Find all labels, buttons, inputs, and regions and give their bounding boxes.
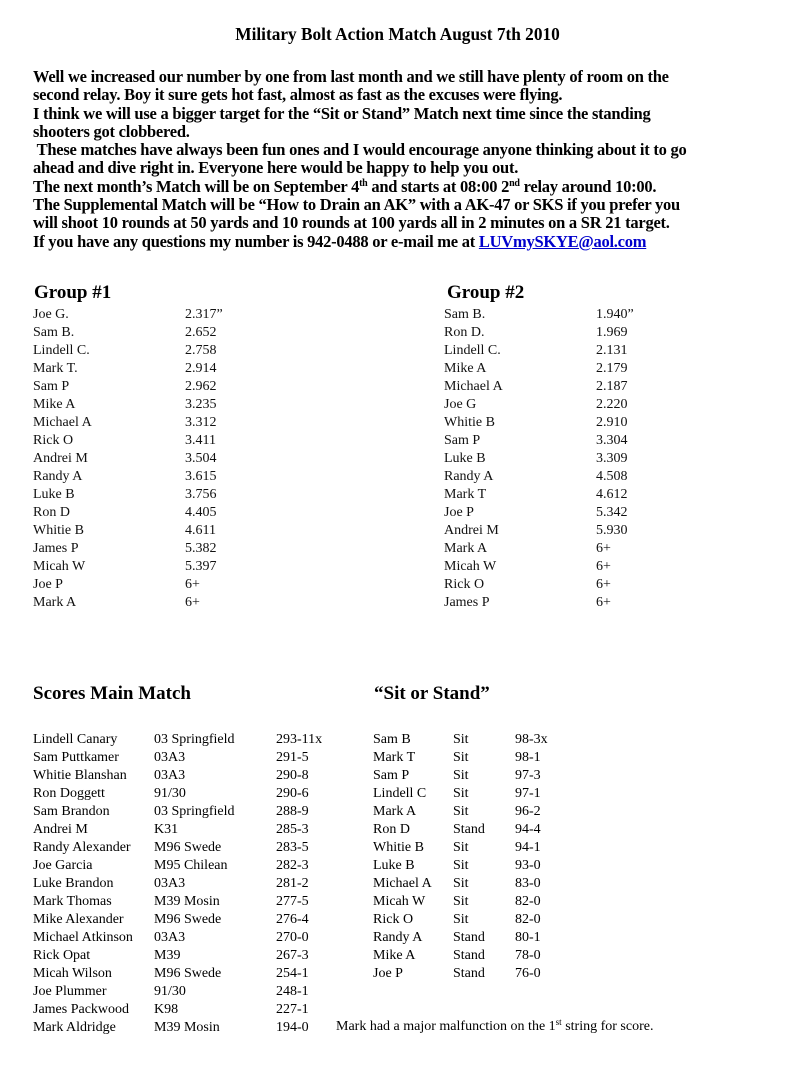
cell-score: 227-1 bbox=[276, 1002, 309, 1017]
group2-title: Group #2 bbox=[447, 282, 525, 303]
cell-score: 98-1 bbox=[515, 750, 541, 765]
cell-name: Joe P bbox=[444, 505, 474, 520]
cell-value: 5.930 bbox=[596, 523, 628, 538]
cell-rifle: 03A3 bbox=[154, 768, 186, 783]
table-row bbox=[373, 785, 575, 803]
superscript: th bbox=[359, 177, 368, 189]
intro-line: will shoot 10 rounds at 50 yards and 10 rounds at 100 yards all in 2 minutes on a SR 21 target. bbox=[33, 213, 670, 233]
cell-name: Sam P bbox=[33, 379, 70, 394]
cell-name: Micah W bbox=[33, 559, 86, 574]
table-row bbox=[444, 540, 634, 558]
cell-name: James P bbox=[444, 595, 490, 610]
cell-name: Michael A bbox=[444, 379, 503, 394]
table-row bbox=[444, 378, 634, 396]
sit-or-stand-table bbox=[373, 731, 575, 983]
table-row bbox=[444, 486, 634, 504]
table-row bbox=[33, 839, 336, 857]
cell-score: 94-1 bbox=[515, 840, 541, 855]
table-row bbox=[33, 749, 336, 767]
cell-score: 82-0 bbox=[515, 912, 541, 927]
table-row bbox=[33, 1001, 336, 1019]
table-row bbox=[33, 911, 336, 929]
cell-name: Whitie B bbox=[33, 523, 84, 538]
cell-score: 194-0 bbox=[276, 1020, 309, 1035]
cell-value: 3.235 bbox=[185, 397, 217, 412]
cell-name: Whitie B bbox=[444, 415, 495, 430]
cell-name: Mike A bbox=[373, 948, 416, 963]
cell-name: Sam Brandon bbox=[33, 804, 110, 819]
table-row bbox=[444, 450, 634, 468]
table-row bbox=[444, 324, 634, 342]
cell-name: Ron D bbox=[33, 505, 70, 520]
table-row bbox=[33, 731, 336, 749]
cell-name: Randy Alexander bbox=[33, 840, 131, 855]
group2-table bbox=[444, 306, 634, 612]
cell-name: Randy A bbox=[33, 469, 83, 484]
cell-rifle: 03 Springfield bbox=[154, 804, 235, 819]
cell-rifle: K31 bbox=[154, 822, 179, 837]
cell-name: Joe Garcia bbox=[33, 858, 93, 873]
cell-score: 76-0 bbox=[515, 966, 541, 981]
table-row bbox=[33, 594, 223, 612]
cell-value: 6+ bbox=[596, 541, 611, 556]
cell-rifle: 03A3 bbox=[154, 750, 186, 765]
cell-score: 248-1 bbox=[276, 984, 309, 999]
cell-score: 97-3 bbox=[515, 768, 541, 783]
cell-value: 2.179 bbox=[596, 361, 628, 376]
table-row bbox=[33, 576, 223, 594]
table-row bbox=[33, 306, 223, 324]
cell-score: 80-1 bbox=[515, 930, 541, 945]
table-row bbox=[33, 360, 223, 378]
cell-name: Michael Atkinson bbox=[33, 930, 133, 945]
intro-line: These matches have always been fun ones and I would encourage anyone thinking about it to go bbox=[33, 140, 687, 160]
cell-position: Sit bbox=[453, 894, 469, 909]
cell-score: 83-0 bbox=[515, 876, 541, 891]
cell-value: 2.914 bbox=[185, 361, 217, 376]
cell-name: Sam P bbox=[444, 433, 481, 448]
cell-rifle: M39 Mosin bbox=[154, 1020, 220, 1035]
cell-score: 82-0 bbox=[515, 894, 541, 909]
cell-name: Whitie B bbox=[373, 840, 424, 855]
cell-name: Mark Thomas bbox=[33, 894, 112, 909]
cell-name: James Packwood bbox=[33, 1002, 130, 1017]
table-row bbox=[33, 785, 336, 803]
intro-line: ahead and dive right in. Everyone here would be happy to help you out. bbox=[33, 158, 519, 178]
cell-score: 293-11x bbox=[276, 732, 323, 747]
cell-name: Michael A bbox=[373, 876, 432, 891]
table-row bbox=[373, 857, 575, 875]
table-row bbox=[373, 875, 575, 893]
cell-position: Sit bbox=[453, 876, 469, 891]
cell-value: 3.756 bbox=[185, 487, 217, 502]
cell-name: Joe Plummer bbox=[33, 984, 107, 999]
cell-score: 291-5 bbox=[276, 750, 309, 765]
cell-rifle: M96 Swede bbox=[154, 840, 222, 855]
table-row bbox=[33, 324, 223, 342]
cell-value: 3.411 bbox=[185, 433, 216, 448]
intro-line: Well we increased our number by one from last month and we still have plenty of room on the bbox=[33, 67, 669, 86]
cell-name: Michael A bbox=[33, 415, 92, 430]
table-row bbox=[373, 947, 575, 965]
table-row bbox=[33, 540, 223, 558]
cell-name: Mark A bbox=[373, 804, 417, 819]
cell-name: Sam P bbox=[373, 768, 410, 783]
cell-value: 5.397 bbox=[185, 559, 217, 574]
cell-value: 3.304 bbox=[596, 433, 628, 448]
cell-score: 96-2 bbox=[515, 804, 541, 819]
cell-value: 4.405 bbox=[185, 505, 217, 520]
table-row bbox=[33, 947, 336, 965]
table-row bbox=[33, 558, 223, 576]
intro-line: I think we will use a bigger target for the “Sit or Stand” Match next time since the standing bbox=[33, 103, 651, 123]
cell-position: Sit bbox=[453, 750, 469, 765]
cell-score: 93-0 bbox=[515, 858, 541, 873]
text: relay around 10:00. bbox=[519, 176, 657, 196]
cell-value: 5.382 bbox=[185, 541, 217, 556]
group1-title: Group #1 bbox=[34, 282, 112, 303]
cell-name: James P bbox=[33, 541, 79, 556]
cell-score: 254-1 bbox=[276, 966, 309, 981]
main-match-title: Scores Main Match bbox=[33, 683, 191, 704]
intro-line: shooters got clobbered. bbox=[33, 121, 190, 141]
main-match-table bbox=[33, 731, 336, 1037]
cell-name: Mark A bbox=[33, 595, 77, 610]
cell-position: Sit bbox=[453, 732, 469, 747]
table-row bbox=[33, 983, 336, 1001]
table-row bbox=[373, 821, 575, 839]
table-row bbox=[33, 965, 336, 983]
cell-value: 1.969 bbox=[596, 325, 628, 340]
cell-value: 2.758 bbox=[185, 343, 217, 358]
superscript: nd bbox=[509, 177, 520, 189]
cell-value: 6+ bbox=[596, 595, 611, 610]
cell-value: 4.508 bbox=[596, 469, 628, 484]
table-row bbox=[373, 767, 575, 785]
cell-name: Joe G. bbox=[33, 307, 69, 322]
sit-or-stand-title: “Sit or Stand” bbox=[374, 683, 490, 704]
cell-name: Mike Alexander bbox=[33, 912, 124, 927]
cell-name: Whitie Blanshan bbox=[33, 768, 127, 783]
cell-name: Andrei M bbox=[444, 523, 499, 538]
intro-line-next-match bbox=[33, 178, 793, 196]
cell-value: 3.309 bbox=[596, 451, 628, 466]
cell-name: Mark T. bbox=[33, 361, 78, 376]
cell-name: Randy A bbox=[373, 930, 423, 945]
table-row bbox=[33, 342, 223, 360]
email-link[interactable]: LUVmySKYE@aol.com bbox=[478, 231, 647, 251]
intro-text bbox=[33, 68, 793, 251]
table-row bbox=[444, 594, 634, 612]
text: If you have any questions my number is 942-0488 or e-mail me at bbox=[33, 231, 479, 251]
table-row bbox=[33, 929, 336, 947]
cell-name: Micah W bbox=[444, 559, 497, 574]
cell-score: 267-3 bbox=[276, 948, 309, 963]
cell-score: 276-4 bbox=[276, 912, 309, 927]
cell-score: 285-3 bbox=[276, 822, 309, 837]
cell-name: Lindell C. bbox=[33, 343, 90, 358]
table-row bbox=[373, 965, 575, 983]
cell-value: 4.612 bbox=[596, 487, 628, 502]
cell-value: 3.312 bbox=[185, 415, 217, 430]
table-row bbox=[33, 767, 336, 785]
cell-score: 283-5 bbox=[276, 840, 309, 855]
intro-line: second relay. Boy it sure gets hot fast, almost as fast as the excuses were flying. bbox=[33, 85, 563, 105]
cell-rifle: M39 bbox=[154, 948, 181, 963]
table-row bbox=[444, 432, 634, 450]
table-row bbox=[33, 378, 223, 396]
cell-rifle: M39 Mosin bbox=[154, 894, 220, 909]
cell-value: 6+ bbox=[596, 577, 611, 592]
table-row bbox=[33, 803, 336, 821]
cell-rifle: 03A3 bbox=[154, 930, 186, 945]
cell-name: Rick O bbox=[373, 912, 414, 927]
table-row bbox=[444, 306, 634, 324]
cell-name: Ron D bbox=[373, 822, 410, 837]
cell-name: Sam B. bbox=[33, 325, 75, 340]
cell-score: 98-3x bbox=[515, 732, 548, 747]
cell-value: 2.652 bbox=[185, 325, 217, 340]
cell-position: Sit bbox=[453, 768, 469, 783]
cell-score: 78-0 bbox=[515, 948, 541, 963]
cell-name: Mark T bbox=[444, 487, 487, 502]
cell-position: Sit bbox=[453, 912, 469, 927]
cell-value: 2.317” bbox=[185, 307, 223, 322]
cell-position: Stand bbox=[453, 822, 485, 837]
cell-value: 2.910 bbox=[596, 415, 628, 430]
cell-value: 2.131 bbox=[596, 343, 628, 358]
cell-value: 3.615 bbox=[185, 469, 217, 484]
table-row bbox=[33, 414, 223, 432]
cell-position: Sit bbox=[453, 858, 469, 873]
table-row bbox=[33, 468, 223, 486]
cell-position: Sit bbox=[453, 786, 469, 801]
table-row bbox=[33, 522, 223, 540]
cell-name: Lindell C. bbox=[444, 343, 501, 358]
cell-name: Lindell C bbox=[373, 786, 427, 801]
cell-score: 97-1 bbox=[515, 786, 541, 801]
table-row bbox=[444, 504, 634, 522]
cell-score: 290-6 bbox=[276, 786, 309, 801]
cell-position: Sit bbox=[453, 804, 469, 819]
cell-rifle: 03A3 bbox=[154, 876, 186, 891]
cell-rifle: M96 Swede bbox=[154, 912, 222, 927]
text: and starts at 08:00 2 bbox=[367, 176, 510, 196]
cell-value: 2.187 bbox=[596, 379, 628, 394]
table-row bbox=[444, 342, 634, 360]
superscript: st bbox=[555, 1017, 562, 1027]
intro-line: The Supplemental Match will be “How to Drain an AK” with a AK-47 or SKS if you prefer you bbox=[33, 195, 680, 215]
cell-value: 2.962 bbox=[185, 379, 217, 394]
cell-name: Rick Opat bbox=[33, 948, 91, 963]
cell-name: Ron Doggett bbox=[33, 786, 105, 801]
cell-value: 5.342 bbox=[596, 505, 628, 520]
cell-name: Mike A bbox=[33, 397, 76, 412]
cell-value: 6+ bbox=[596, 559, 611, 574]
table-row bbox=[444, 576, 634, 594]
text: string for score. bbox=[561, 1019, 654, 1034]
cell-name: Luke B bbox=[444, 451, 486, 466]
cell-score: 270-0 bbox=[276, 930, 309, 945]
cell-value: 6+ bbox=[185, 595, 200, 610]
cell-name: Joe G bbox=[444, 397, 477, 412]
cell-score: 288-9 bbox=[276, 804, 309, 819]
cell-name: Mark T bbox=[373, 750, 416, 765]
table-row bbox=[373, 911, 575, 929]
table-row bbox=[33, 1019, 336, 1037]
table-row bbox=[33, 432, 223, 450]
table-row bbox=[444, 558, 634, 576]
cell-score: 94-4 bbox=[515, 822, 541, 837]
cell-name: Luke B bbox=[33, 487, 75, 502]
cell-rifle: 91/30 bbox=[154, 786, 186, 801]
cell-value: 1.940” bbox=[596, 307, 634, 322]
table-row bbox=[444, 360, 634, 378]
cell-rifle: M96 Swede bbox=[154, 966, 222, 981]
cell-position: Stand bbox=[453, 930, 485, 945]
cell-position: Stand bbox=[453, 966, 485, 981]
cell-value: 6+ bbox=[185, 577, 200, 592]
group1-table bbox=[33, 306, 223, 612]
table-row bbox=[444, 468, 634, 486]
cell-name: Randy A bbox=[444, 469, 494, 484]
text: Mark had a major malfunction on the 1 bbox=[336, 1019, 556, 1034]
cell-value: 4.611 bbox=[185, 523, 216, 538]
table-row bbox=[33, 486, 223, 504]
cell-rifle: K98 bbox=[154, 1002, 179, 1017]
malfunction-note bbox=[336, 1019, 653, 1035]
cell-name: Mike A bbox=[444, 361, 487, 376]
cell-name: Luke B bbox=[373, 858, 415, 873]
cell-position: Sit bbox=[453, 840, 469, 855]
cell-name: Mark A bbox=[444, 541, 488, 556]
table-row bbox=[373, 839, 575, 857]
cell-score: 282-3 bbox=[276, 858, 309, 873]
table-row bbox=[33, 875, 336, 893]
cell-name: Lindell Canary bbox=[33, 732, 118, 747]
cell-name: Andrei M bbox=[33, 451, 88, 466]
table-row bbox=[33, 821, 336, 839]
cell-value: 2.220 bbox=[596, 397, 628, 412]
cell-name: Sam Puttkamer bbox=[33, 750, 119, 765]
table-row bbox=[373, 893, 575, 911]
cell-name: Joe P bbox=[33, 577, 63, 592]
table-row bbox=[33, 893, 336, 911]
table-row bbox=[33, 450, 223, 468]
cell-name: Luke Brandon bbox=[33, 876, 114, 891]
table-row bbox=[373, 929, 575, 947]
cell-rifle: 91/30 bbox=[154, 984, 186, 999]
table-row bbox=[444, 396, 634, 414]
table-row bbox=[33, 396, 223, 414]
table-row bbox=[33, 504, 223, 522]
cell-name: Rick O bbox=[444, 577, 485, 592]
cell-name: Sam B. bbox=[444, 307, 486, 322]
cell-rifle: M95 Chilean bbox=[154, 858, 228, 873]
cell-value: 3.504 bbox=[185, 451, 217, 466]
cell-name: Joe P bbox=[373, 966, 403, 981]
cell-name: Micah Wilson bbox=[33, 966, 112, 981]
text: The next month’s Match will be on September 4 bbox=[33, 176, 360, 196]
table-row bbox=[373, 749, 575, 767]
page-title: Military Bolt Action Match August 7th 2010 bbox=[235, 24, 560, 44]
cell-name: Mark Aldridge bbox=[33, 1020, 116, 1035]
cell-score: 277-5 bbox=[276, 894, 309, 909]
table-row bbox=[373, 731, 575, 749]
table-row bbox=[373, 803, 575, 821]
cell-name: Andrei M bbox=[33, 822, 88, 837]
table-row bbox=[444, 522, 634, 540]
cell-name: Rick O bbox=[33, 433, 74, 448]
table-row bbox=[444, 414, 634, 432]
cell-rifle: 03 Springfield bbox=[154, 732, 235, 747]
cell-position: Stand bbox=[453, 948, 485, 963]
cell-name: Ron D. bbox=[444, 325, 485, 340]
intro-line-contact bbox=[33, 233, 793, 251]
cell-score: 281-2 bbox=[276, 876, 309, 891]
cell-score: 290-8 bbox=[276, 768, 309, 783]
cell-name: Micah W bbox=[373, 894, 426, 909]
table-row bbox=[33, 857, 336, 875]
cell-name: Sam B bbox=[373, 732, 411, 747]
